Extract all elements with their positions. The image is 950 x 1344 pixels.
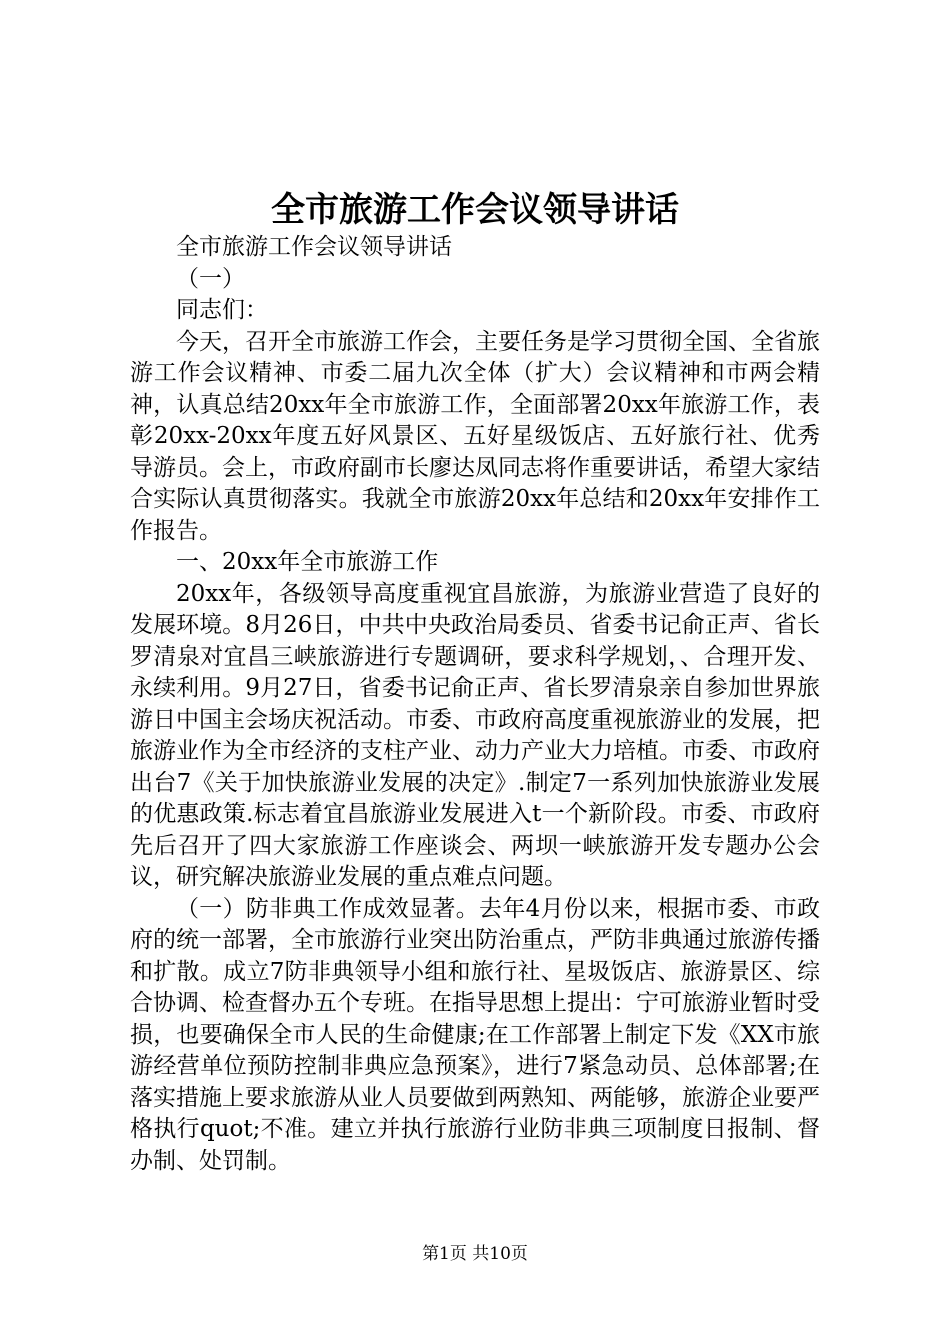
paragraph-overview: 20xx年，各级领导高度重视宜昌旅游，为旅游业营造了良好的发展环境。8月26日，中共中央政治局委员、省委书记俞正声、省长罗清泉对宜昌三峡旅游进行专题调研，要求科学规划，、合理开发、永续利用。9月27日，省委书记俞正声、省长罗清泉亲自参加世界旅游日中国主会场庆祝活动。市委、市政府高度重视旅游业的发展，把旅游业作为全市经济的支柱产业、动力产业大力培植。市委、市政府出台7《关于加快旅游业发展的决定》.制定7一系列加快旅游业发展的优惠政策.标志着宜昌旅游业发展进入t一个新阶段。市委、市政府先后召开了四大家旅游工作座谈会、两坝一峡旅游开发专题办公会议，研究解决旅游业发展的重点难点问题。 <box>130 580 820 890</box>
document-body <box>130 232 820 1177</box>
paragraph-subtitle: 全市旅游工作会议领导讲话 <box>176 234 452 260</box>
page-number-footer: 第1页 共10页 <box>422 1244 528 1264</box>
paragraph-introduction: 今天，召开全市旅游工作会，主要任务是学习贯彻全国、全省旅游工作会议精神、市委二届九次全体（扩大）会议精神和市两会精神，认真总结20xx年全市旅游工作，全面部署20xx年旅游工作，表彰20xx-20xx年度五好风景区、五好星级饭店、五好旅行社、优秀导游员。会上，市政府副市长廖达凤同志将作重要讲话，希望大家结合实际认真贯彻落实。我就全市旅游20xx年总结和20xx年安排作工作报告。 <box>130 328 820 544</box>
paragraph-section-number: （一） <box>176 265 245 292</box>
document-title: 全市旅游工作会议领导讲话 <box>271 190 679 230</box>
paragraph-salutation: 同志们： <box>176 297 268 323</box>
paragraph-sars-prevention: （一）防非典工作成效显著。去年4月份以来，根据市委、市政府的统一部署，全市旅游行业突出防治重点，严防非典通过旅游传播和扩散。成立7防非典领导小组和旅行社、星圾饭店、旅游景区、综合协调、检查督办五个专班。在指导思想上提出：宁可旅游业暂时受损，也要确保全市人民的生命健康;在工作部署上制定下发《XX市旅游经营单位预防控制非典应急预案》，进行7紧急动员、总体部署;在落实措施上要求旅游从业人员要做到两熟知、两能够，旅游企业要严格执行quot;不准。建立并执行旅游行业防非典三项制度日报制、督办制、处罚制。 <box>130 895 820 1174</box>
paragraph-section-heading: 一、20xx年全市旅游工作 <box>176 549 439 575</box>
